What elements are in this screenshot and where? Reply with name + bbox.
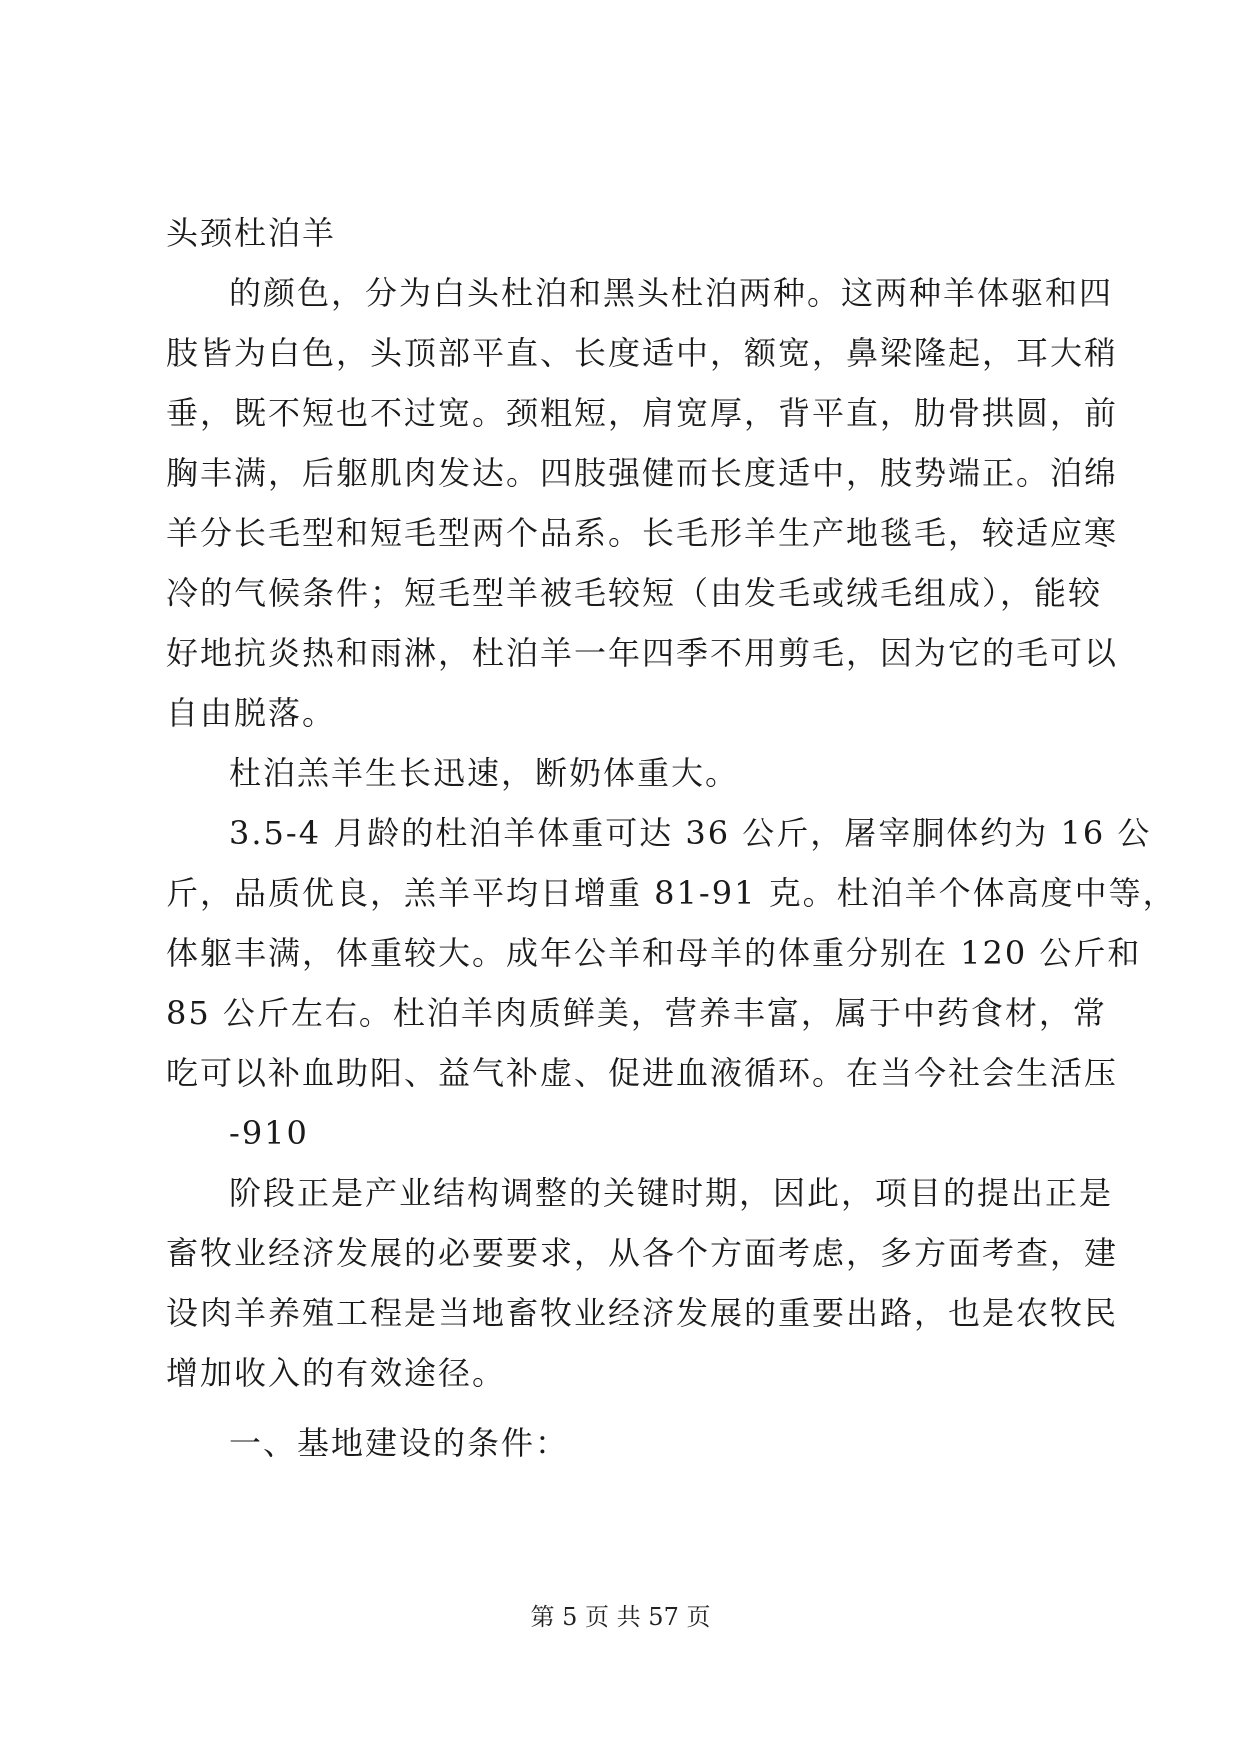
text-line: 头颈杜泊羊 [166, 214, 337, 252]
text-line: 肢皆为白色，头顶部平直、长度适中，额宽，鼻梁隆起，耳大稍 [166, 334, 1119, 372]
text-line: 3.5-4 月龄的杜泊羊体重可达 36 公斤，屠宰胴体约为 16 公 [229, 814, 1152, 852]
text-line: 垂，既不短也不过宽。颈粗短，肩宽厚，背平直，肋骨拱圆，前 [166, 394, 1119, 432]
text-line: 羊分长毛型和短毛型两个品系。长毛形羊生产地毯毛，较适应寒 [166, 514, 1119, 552]
section-heading: 一、基地建设的条件： [229, 1424, 570, 1462]
text-line: 增加收入的有效途径。 [166, 1354, 507, 1392]
text-line: 冷的气候条件；短毛型羊被毛较短（由发毛或绒毛组成），能较 [166, 574, 1103, 612]
text-line: 阶段正是产业结构调整的关键时期，因此，项目的提出正是 [229, 1174, 1114, 1212]
text-line: 好地抗炎热和雨淋，杜泊羊一年四季不用剪毛，因为它的毛可以 [166, 634, 1119, 672]
text-line: 体躯丰满，体重较大。成年公羊和母羊的体重分别在 120 公斤和 [166, 934, 1142, 972]
text-line: -910 [229, 1114, 309, 1152]
text-line: 设肉羊养殖工程是当地畜牧业经济发展的重要出路，也是农牧民 [166, 1294, 1119, 1332]
text-line: 的颜色，分为白头杜泊和黑头杜泊两种。这两种羊体驱和四 [229, 274, 1114, 312]
text-line: 斤，品质优良，羔羊平均日增重 81-91 克。杜泊羊个体高度中等， [166, 874, 1177, 912]
text-line: 杜泊羔羊生长迅速，断奶体重大。 [229, 754, 740, 792]
text-line: 胸丰满，后躯肌肉发达。四肢强健而长度适中，肢势端正。泊绵 [166, 454, 1119, 492]
text-line: 吃可以补血助阳、益气补虚、促进血液循环。在当今社会生活压 [166, 1054, 1119, 1092]
text-line: 自由脱落。 [166, 694, 337, 732]
text-line: 85 公斤左右。杜泊羊肉质鲜美，营养丰富，属于中药食材，常 [166, 994, 1107, 1032]
text-line: 畜牧业经济发展的必要要求，从各个方面考虑，多方面考查，建 [166, 1234, 1119, 1272]
page-number-footer: 第 5 页 共 57 页 [530, 1603, 711, 1631]
